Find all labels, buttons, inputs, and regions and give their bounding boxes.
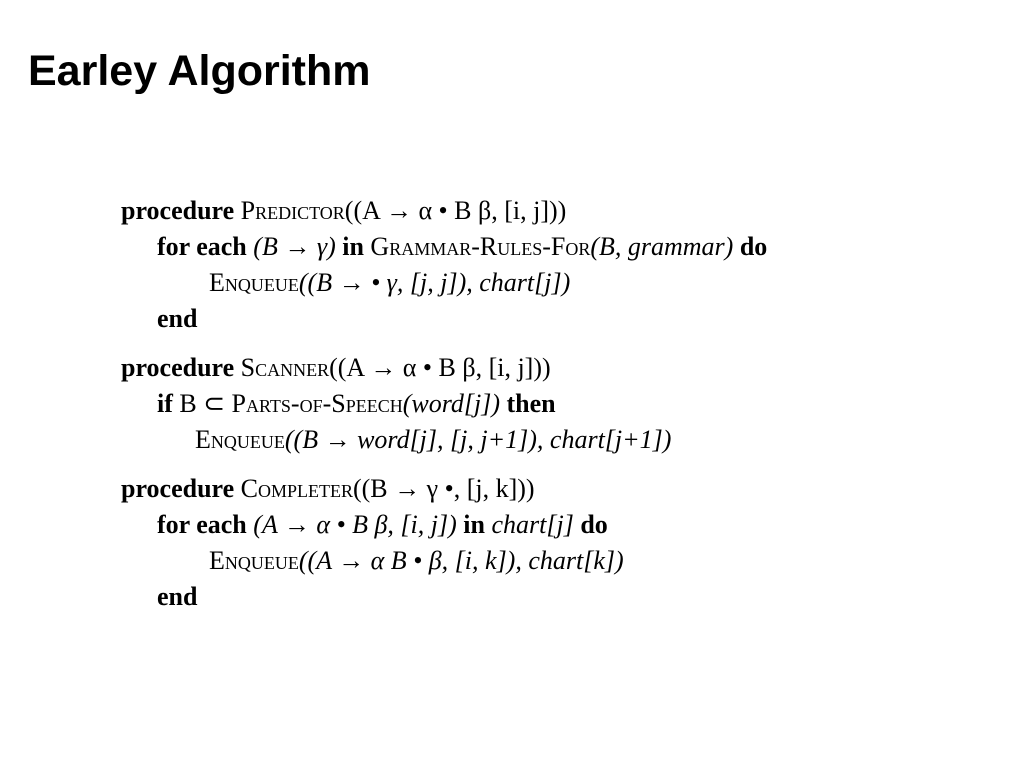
completer-loop-target: chart[j] — [491, 510, 574, 539]
predictor-header — [121, 193, 767, 229]
procedure-keyword: procedure — [121, 196, 235, 225]
predictor-loop-rule: (B → γ) — [253, 232, 336, 261]
completer-header — [121, 471, 767, 507]
enqueue-function: Enqueue — [195, 425, 285, 454]
completer-body — [121, 543, 767, 579]
scanner-condition-expr: B ⊂ — [179, 389, 226, 418]
predictor-loop — [121, 229, 767, 265]
grammar-rules-for-function: Grammar-Rules-For — [370, 232, 591, 261]
completer-args: ((B → γ •, [j, k])) — [352, 474, 535, 503]
predictor-args: ((A → α • B β, [i, j])) — [344, 196, 567, 225]
in-keyword: in — [463, 510, 485, 539]
completer-end — [121, 579, 767, 615]
enqueue-function: Enqueue — [209, 546, 299, 575]
if-keyword: if — [157, 389, 173, 418]
scanner-name: Scanner — [240, 353, 330, 382]
procedure-keyword: procedure — [121, 474, 235, 503]
scanner-body-args: ((B → word[j], [j, j+1]), chart[j+1]) — [284, 425, 672, 454]
scanner-condition — [121, 386, 767, 422]
predictor-name: Predictor — [240, 196, 345, 225]
parts-of-speech-function: Parts-of-Speech — [231, 389, 403, 418]
scanner-header — [121, 350, 767, 386]
completer-name: Completer — [240, 474, 353, 503]
scanner-condition-args: (word[j]) — [402, 389, 500, 418]
do-keyword: do — [739, 232, 768, 261]
scanner-body — [121, 422, 767, 458]
predictor-end — [121, 301, 767, 337]
for-each-keyword: for each — [157, 232, 247, 261]
scanner-args: ((A → α • B β, [i, j])) — [329, 353, 551, 382]
predictor-loop-args: (B, grammar) — [590, 232, 734, 261]
in-keyword: in — [342, 232, 364, 261]
enqueue-function: Enqueue — [209, 268, 299, 297]
slide-title: Earley Algorithm — [28, 47, 371, 95]
end-keyword: end — [157, 304, 198, 333]
completer-body-args: ((A → α B • β, [i, k]), chart[k]) — [298, 546, 624, 575]
do-keyword: do — [580, 510, 608, 539]
procedure-keyword: procedure — [121, 353, 235, 382]
predictor-body-args: ((B → • γ, [j, j]), chart[j]) — [298, 268, 571, 297]
predictor-body — [121, 265, 767, 301]
for-each-keyword: for each — [157, 510, 247, 539]
completer-loop-rule: (A → α • B β, [i, j]) — [253, 510, 457, 539]
then-keyword: then — [506, 389, 556, 418]
algorithm-pseudocode — [121, 193, 767, 615]
end-keyword: end — [157, 582, 198, 611]
completer-loop — [121, 507, 767, 543]
